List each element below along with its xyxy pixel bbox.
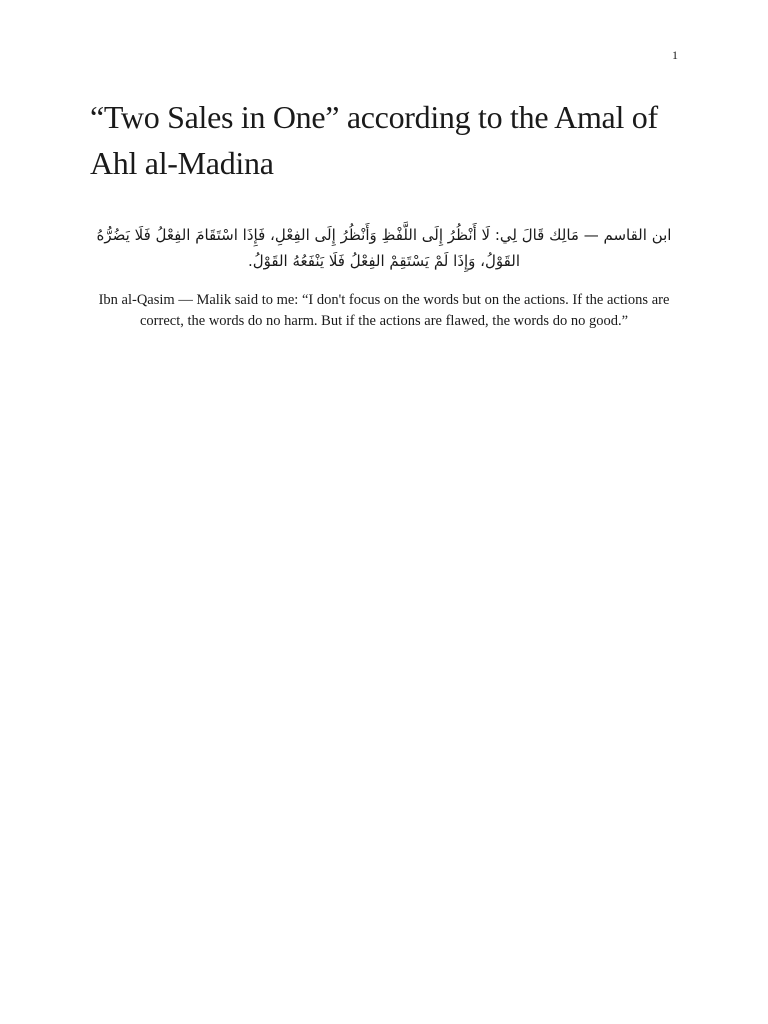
- translation-paragraph: Ibn al-Qasim — Malik said to me: “I don't focus on the words but on the actions. If the actions are correct, the words do no harm. But if the actions are flawed, the words do no good.”: [98, 292, 670, 329]
- page-number: 1: [672, 48, 678, 62]
- arabic-quote: ابن القاسم — مَالِك قَالَ لِي: لَا أَنْظُرُ إِلَى اللَّفْظِ وَأَنْظُرُ إِلَى الفِعْلِ، فَإِذَا اسْتَقَامَ الفِعْلُ فَلَا يَضُرُّهُ القَوْلُ، وَإِذَا لَمْ يَسْتَقِمْ الفِعْلُ فَلَا يَنْفَعُهُ القَوْلُ.: [96, 226, 672, 270]
- page-title: “Two Sales in One” according to the Amal of Ahl al-Madina: [90, 99, 658, 181]
